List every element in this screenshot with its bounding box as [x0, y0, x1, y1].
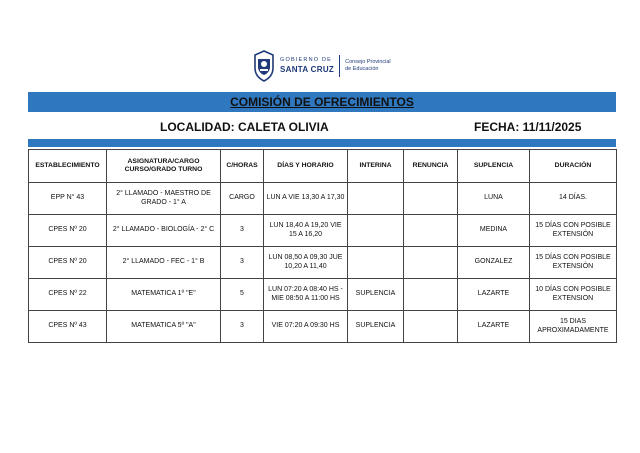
- col-interina-header: INTERINA: [348, 150, 404, 183]
- col-suplencia-cell: LAZARTE: [458, 311, 530, 343]
- col-interina-cell: [348, 183, 404, 215]
- col-dias-horario-cell: LUN 07:20 A 08:40 HS - MIE 08:50 A 11:00 HS: [264, 279, 348, 311]
- table-row: [29, 279, 617, 311]
- consejo-text: [345, 59, 391, 73]
- gobierno-text: [280, 58, 334, 74]
- col-suplencia-cell: GONZALEZ: [458, 247, 530, 279]
- col-asignatura-cell: 2° LLAMADO - FEC - 1° B: [107, 247, 221, 279]
- col-duracion-cell: 14 DÍAS.: [530, 183, 617, 215]
- col-establecimiento-cell: EPP N° 43: [29, 183, 107, 215]
- col-duracion-cell: 15 DIAS APROXIMADAMENTE: [530, 311, 617, 343]
- table-row: [29, 247, 617, 279]
- table-row: [29, 215, 617, 247]
- col-horas-cell: CARGO: [221, 183, 264, 215]
- province-shield-icon: [253, 50, 275, 82]
- col-horas-header: C/HORAS: [221, 150, 264, 183]
- col-renuncia-cell: [404, 311, 458, 343]
- col-asignatura-header: ASIGNATURA/CARGO CURSO/GRADO TURNO: [107, 150, 221, 183]
- col-asignatura-cell: MATEMATICA 1º "E": [107, 279, 221, 311]
- col-interina-cell: [348, 247, 404, 279]
- col-asignatura-cell: 2° LLAMADO - BIOLOGÍA - 2° C: [107, 215, 221, 247]
- col-interina-cell: SUPLENCIA: [348, 311, 404, 343]
- col-interina-cell: SUPLENCIA: [348, 279, 404, 311]
- col-renuncia-header: RENUNCIA: [404, 150, 458, 183]
- col-dias-horario-cell: LUN 18,40 A 19,20 VIE 15 A 16,20: [264, 215, 348, 247]
- table-row: [29, 311, 617, 343]
- table-header-row: [29, 150, 617, 183]
- col-suplencia-cell: MEDINA: [458, 215, 530, 247]
- col-duracion-cell: 10 DÍAS CON POSIBLE EXTENSION: [530, 279, 617, 311]
- gobierno-line1: GOBIERNO DE: [280, 57, 333, 64]
- col-dias-horario-cell: LUN 08,50 A 09,30 JUE 10,20 A 11,40: [264, 247, 348, 279]
- col-suplencia-header: SUPLENCIA: [458, 150, 530, 183]
- col-horas-cell: 3: [221, 247, 264, 279]
- col-establecimiento-cell: CPES Nº 20: [29, 215, 107, 247]
- col-renuncia-cell: [404, 215, 458, 247]
- table-row: [29, 183, 617, 215]
- col-interina-cell: [348, 215, 404, 247]
- col-duracion-cell: 15 DÍAS CON POSIBLE EXTENSIÓN: [530, 215, 617, 247]
- col-dias-horario-header: DÍAS Y HORARIO: [264, 150, 348, 183]
- consejo-line1: Consejo Provincial: [345, 59, 391, 66]
- col-duracion-header: DURACIÓN: [530, 150, 617, 183]
- ofrecimientos-table: [28, 149, 617, 343]
- col-suplencia-cell: LUNA: [458, 183, 530, 215]
- page-title: COMISIÓN DE OFRECIMIENTOS: [230, 95, 414, 109]
- col-suplencia-cell: LAZARTE: [458, 279, 530, 311]
- col-asignatura-cell: 2° LLAMADO - MAESTRO DE GRADO - 1° A: [107, 183, 221, 215]
- gobierno-line2: SANTA CRUZ: [280, 64, 335, 74]
- col-dias-horario-cell: VIE 07:20 A 09:30 HS: [264, 311, 348, 343]
- col-dias-horario-cell: LUN A VIE 13,30 A 17,30: [264, 183, 348, 215]
- organization-logo: [253, 48, 403, 84]
- fecha-label: FECHA: 11/11/2025: [474, 120, 582, 134]
- col-horas-cell: 5: [221, 279, 264, 311]
- col-duracion-cell: 15 DÍAS CON POSIBLE EXTENSIÓN: [530, 247, 617, 279]
- col-establecimiento-cell: CPES Nº 22: [29, 279, 107, 311]
- col-renuncia-cell: [404, 279, 458, 311]
- consejo-line2: de Educación: [345, 66, 379, 72]
- col-renuncia-cell: [404, 247, 458, 279]
- col-establecimiento-cell: CPES Nº 43: [29, 311, 107, 343]
- col-establecimiento-header: ESTABLECIMIENTO: [29, 150, 107, 183]
- table-body: [29, 183, 617, 343]
- col-renuncia-cell: [404, 183, 458, 215]
- logo-divider: [339, 55, 340, 77]
- col-horas-cell: 3: [221, 215, 264, 247]
- separator-band: [28, 139, 616, 147]
- col-asignatura-cell: MATEMATICA 5º "A": [107, 311, 221, 343]
- localidad-label: LOCALIDAD: CALETA OLIVIA: [160, 120, 329, 134]
- col-horas-cell: 3: [221, 311, 264, 343]
- col-establecimiento-cell: CPES Nº 20: [29, 247, 107, 279]
